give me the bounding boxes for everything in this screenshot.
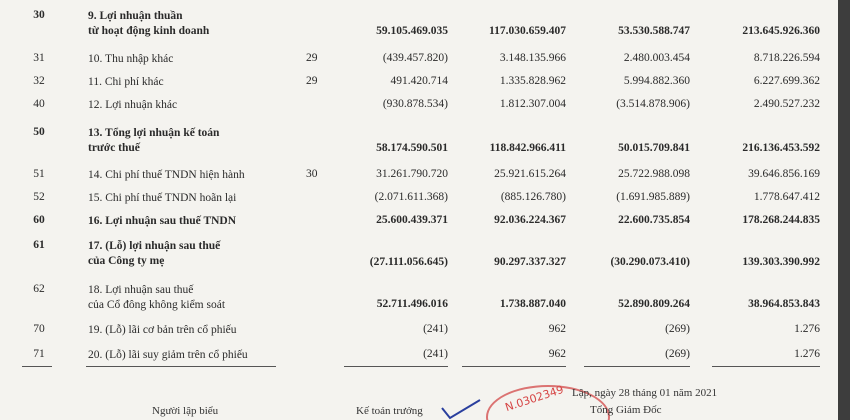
row-item: 15. Chi phí thuế TNDN hoãn lại	[88, 192, 237, 204]
value-col-3: (269)	[665, 348, 690, 360]
value-col-4: 1.276	[794, 348, 820, 360]
value-col-1: 59.105.469.035	[376, 25, 448, 37]
row-item-continued: của Cổ đông không kiểm soát	[88, 299, 226, 311]
row-code: 51	[33, 168, 45, 180]
value-col-4: 8.718.226.594	[753, 52, 820, 64]
value-col-2: 1.335.828.962	[499, 75, 566, 87]
value-col-1: (2.071.611.368)	[374, 191, 448, 203]
row-item: 20. (Lỗ) lãi suy giảm trên cổ phiếu	[88, 349, 248, 361]
value-col-1: (930.878.534)	[382, 98, 448, 110]
value-col-2: 90.297.337.327	[494, 256, 566, 268]
value-col-3: 5.994.882.360	[623, 75, 690, 87]
divider	[22, 366, 52, 367]
value-col-1: (27.111.056.645)	[369, 256, 448, 268]
row-code: 71	[33, 348, 45, 360]
preparer-label: Người lập biểu	[152, 405, 219, 417]
row-item: 19. (Lỗ) lãi cơ bản trên cổ phiếu	[88, 324, 237, 336]
value-col-1: 491.420.714	[390, 75, 448, 87]
divider	[344, 366, 448, 367]
stamp-number: N.0302349	[503, 382, 566, 415]
value-col-2: 25.921.615.264	[494, 168, 566, 180]
value-col-4: 213.645.926.360	[742, 25, 820, 37]
value-col-2: 1.812.307.004	[499, 98, 566, 110]
value-col-2: 962	[548, 348, 566, 360]
row-item: 10. Thu nhập khác	[88, 53, 174, 65]
value-col-3: 2.480.003.454	[623, 52, 690, 64]
row-code: 32	[33, 75, 45, 87]
signing-date: Lập, ngày 28 tháng 01 năm 2021	[572, 387, 718, 399]
value-col-4: 139.303.390.992	[742, 256, 820, 268]
value-col-4: 216.136.453.592	[742, 142, 820, 154]
value-col-1: 31.261.790.720	[376, 168, 448, 180]
value-col-3: 22.600.735.854	[618, 214, 690, 226]
divider	[462, 366, 566, 367]
row-item: 17. (Lỗ) lợi nhuận sau thuế	[88, 240, 221, 252]
row-code: 70	[33, 323, 45, 335]
row-code: 30	[33, 9, 45, 21]
row-code: 61	[33, 239, 45, 251]
row-item: 9. Lợi nhuận thuần	[88, 10, 183, 22]
row-item-continued: trước thuế	[88, 142, 140, 154]
value-col-4: 1.276	[794, 323, 820, 335]
value-col-4: 178.268.244.835	[742, 214, 820, 226]
row-item-continued: của Công ty mẹ	[88, 255, 165, 267]
row-item-continued: từ hoạt động kinh doanh	[88, 25, 210, 37]
value-col-4: 39.646.856.169	[748, 168, 820, 180]
value-col-2: 1.738.887.040	[499, 298, 566, 310]
value-col-3: (30.290.073.410)	[610, 256, 690, 268]
row-item: 18. Lợi nhuận sau thuế	[88, 284, 194, 296]
row-item: 13. Tổng lợi nhuận kế toán	[88, 127, 220, 139]
value-col-2: 118.842.966.411	[489, 142, 566, 154]
value-col-1: (241)	[423, 348, 448, 360]
value-col-1: 58.174.590.501	[376, 142, 448, 154]
value-col-2: 92.036.224.367	[494, 214, 566, 226]
value-col-3: (3.514.878.906)	[616, 98, 690, 110]
value-col-4: 6.227.699.362	[753, 75, 820, 87]
row-code: 50	[33, 126, 45, 138]
value-col-1: 25.600.439.371	[376, 214, 448, 226]
row-code: 62	[33, 283, 45, 295]
row-code: 31	[33, 52, 45, 64]
divider	[584, 366, 690, 367]
value-col-3: (1.691.985.889)	[616, 191, 690, 203]
value-col-2: 962	[548, 323, 566, 335]
value-col-1: 52.711.496.016	[376, 298, 448, 310]
value-col-1: (439.457.820)	[382, 52, 448, 64]
window-frame	[838, 0, 850, 420]
value-col-1: (241)	[423, 323, 448, 335]
row-code: 40	[33, 98, 45, 110]
value-col-4: 1.778.647.412	[753, 191, 820, 203]
value-col-3: (269)	[665, 323, 690, 335]
value-col-4: 2.490.527.232	[753, 98, 820, 110]
row-item: 16. Lợi nhuận sau thuế TNDN	[88, 215, 237, 227]
row-item: 14. Chi phí thuế TNDN hiện hành	[88, 169, 245, 181]
row-note: 30	[306, 168, 318, 180]
row-code: 60	[33, 214, 45, 226]
row-item: 12. Lợi nhuận khác	[88, 99, 178, 111]
row-note: 29	[306, 75, 318, 87]
value-col-3: 50.015.709.841	[618, 142, 690, 154]
value-col-2: 3.148.135.966	[499, 52, 566, 64]
divider	[86, 366, 276, 367]
row-code: 52	[33, 191, 45, 203]
value-col-3: 52.890.809.264	[618, 298, 690, 310]
chief-accountant-label: Kế toán trưởng	[356, 405, 423, 417]
value-col-3: 25.722.988.098	[618, 168, 690, 180]
value-col-2: (885.126.780)	[500, 191, 566, 203]
divider	[712, 366, 820, 367]
row-note: 29	[306, 52, 318, 64]
value-col-4: 38.964.853.843	[748, 298, 820, 310]
value-col-3: 53.530.588.747	[618, 25, 690, 37]
value-col-2: 117.030.659.407	[489, 25, 566, 37]
director-label: Tổng Giám Đốc	[590, 404, 662, 416]
row-item: 11. Chi phí khác	[88, 76, 164, 88]
signature-mark-icon	[440, 398, 482, 420]
